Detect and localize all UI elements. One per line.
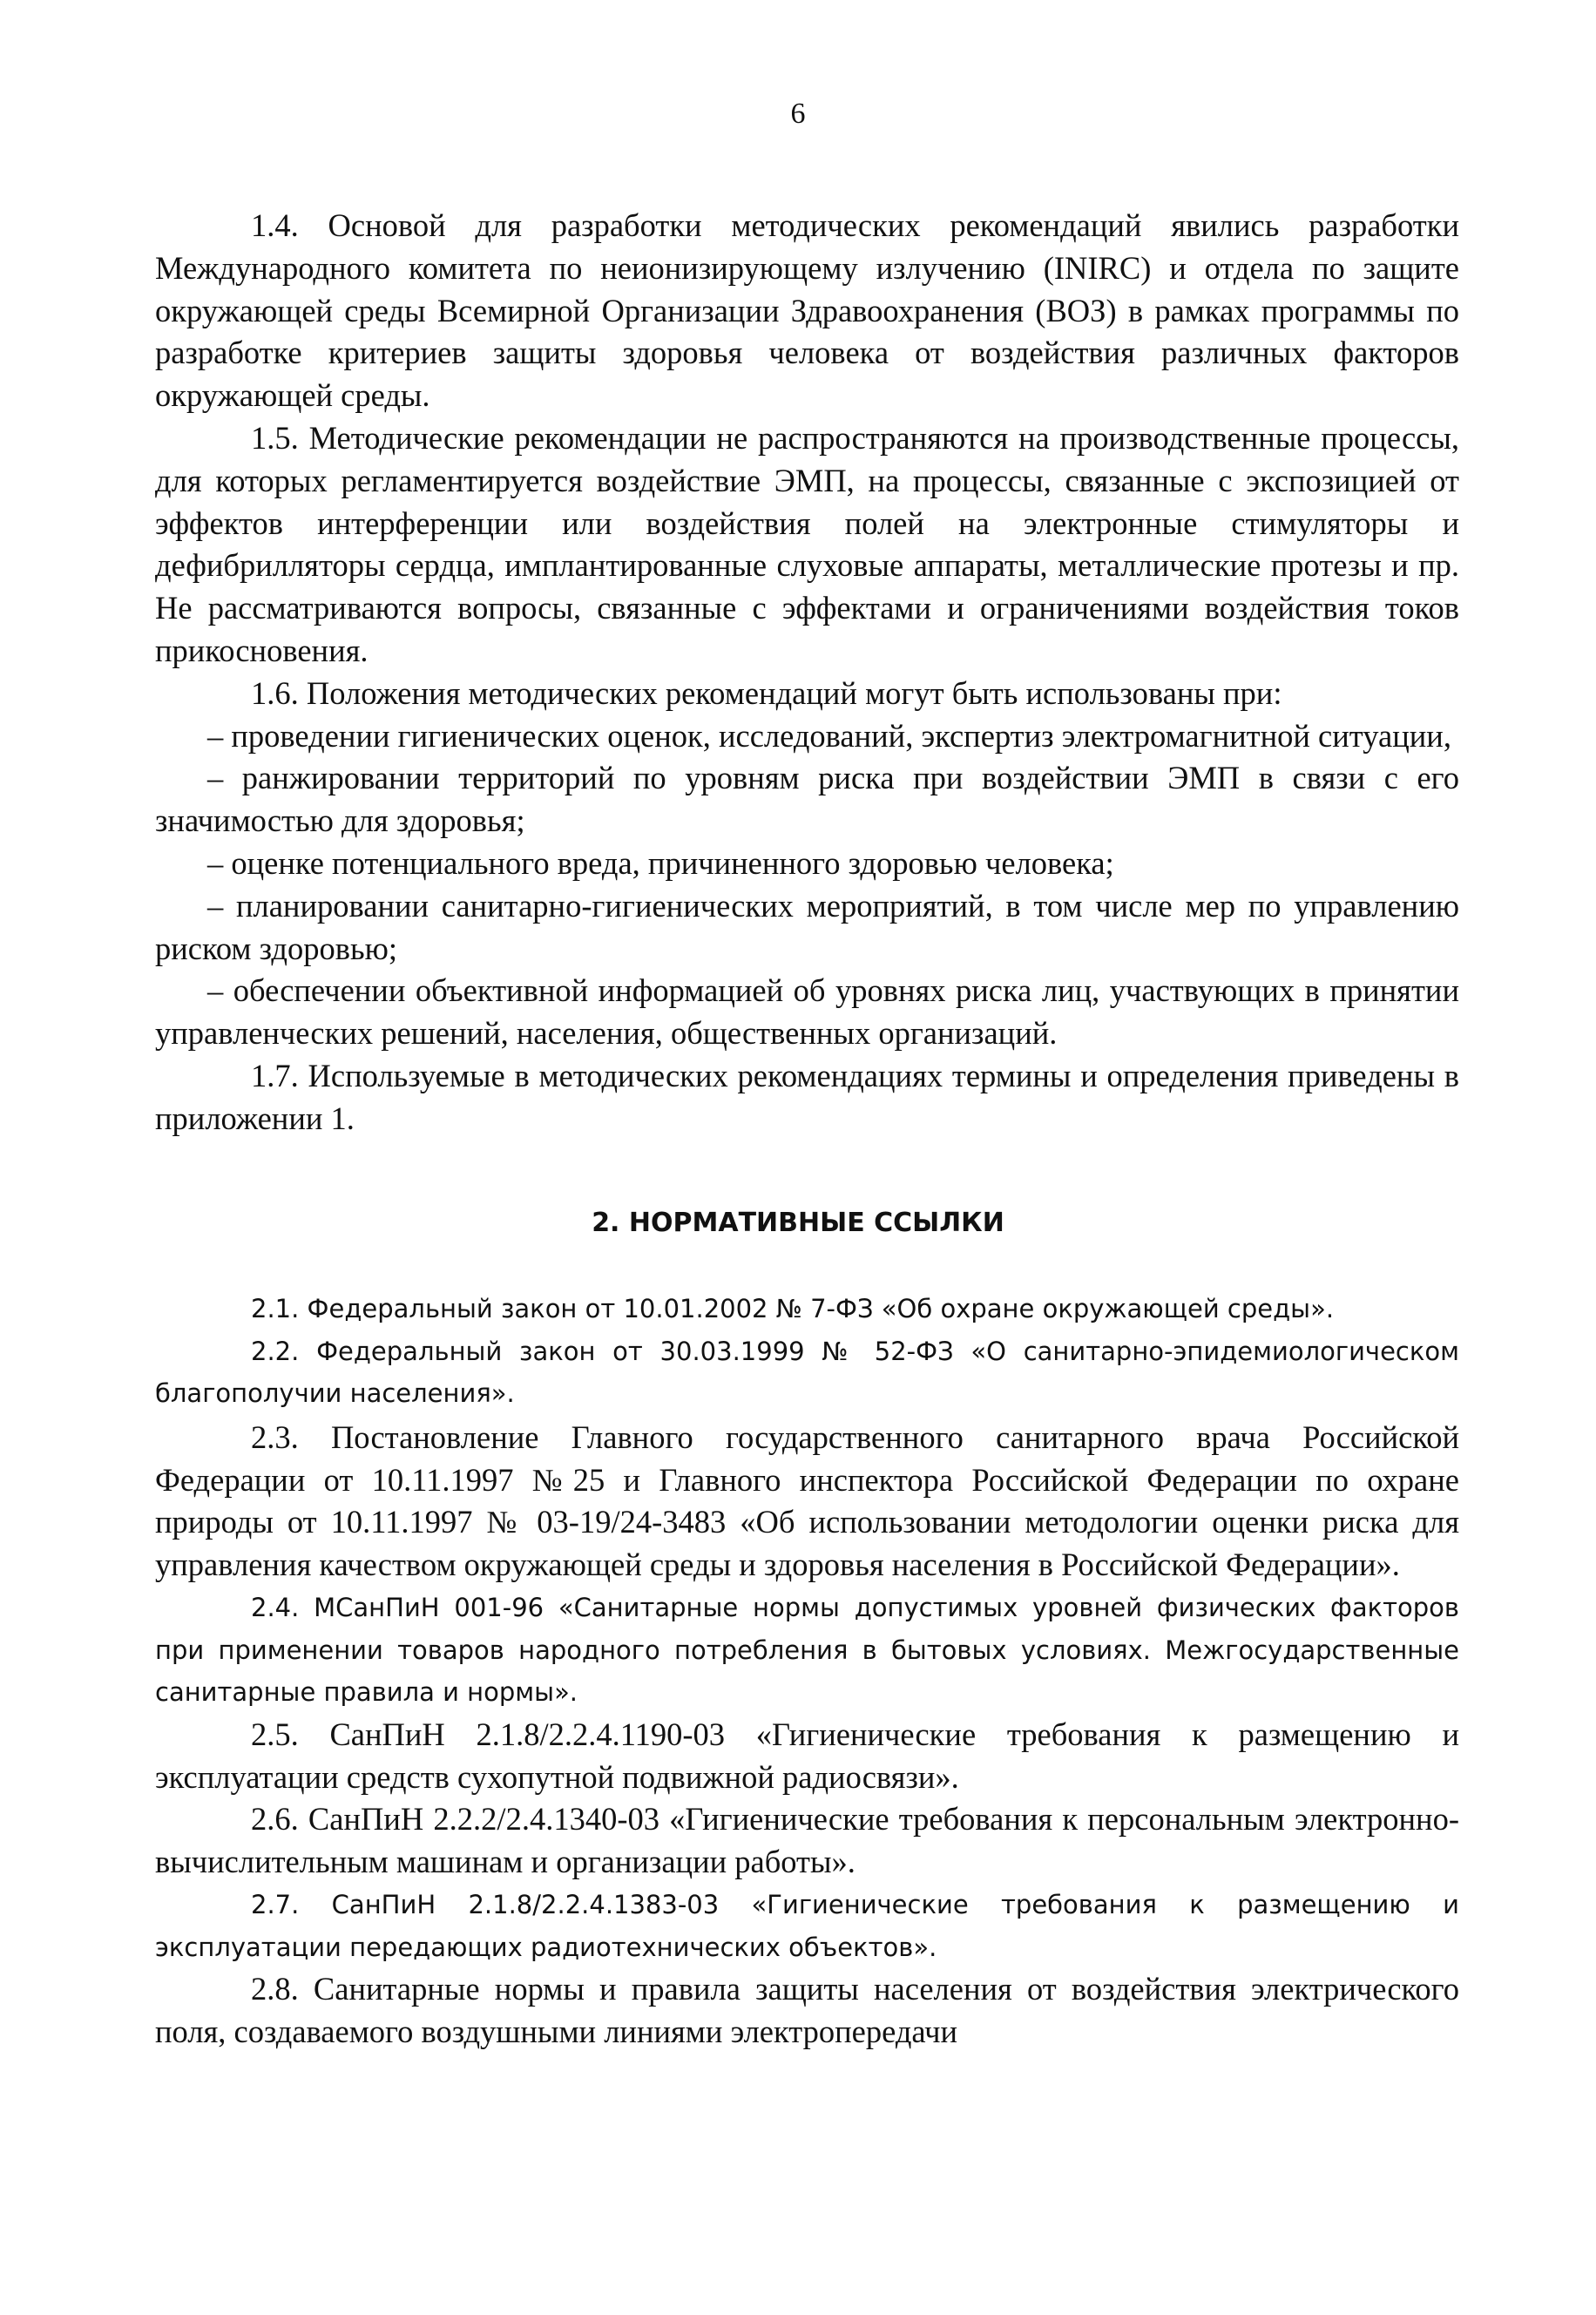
paragraph-1-5: 1.5. Методические рекомендации не распространяются на производственные процессы, для которых регламентируется воздействие ЭМП, на процессы, связанные с экспозицией от эффектов интерференции или воздействия полей на электронные стимуляторы и дефибрилляторы сердца, имплантированные слуховые аппараты, металлические протезы и пр. Не рассматриваются вопросы, связанные с эффектами и ограничениями воздействия токов прикосновения. bbox=[155, 419, 1459, 668]
reference-2-4: 2.4. МСанПиН 001-96 «Санитарные нормы допустимых уровней физических факторов при применении товаров народного потребления в бытовых условиях. Межгосударственные санитарные правила и нормы». bbox=[155, 1592, 1459, 1708]
section-2-heading: 2. НОРМАТИВНЫЕ ССЫЛКИ bbox=[592, 1208, 1004, 1238]
reference-2-1: 2.1. Федеральный закон от 10.01.2002 № 7-ФЗ «Об охране окружающей среды». bbox=[251, 1294, 1335, 1323]
reference-2-7: 2.7. СанПиН 2.1.8/2.2.4.1383-03 «Гигиенические требования к размещению и эксплуатации передающих радиотехнических объектов». bbox=[155, 1889, 1459, 1962]
list-item: – проведении гигиенических оценок, исследований, экспертиз электромагнитной ситуации, bbox=[207, 717, 1451, 754]
list-item: – оценке потенциального вреда, причиненного здоровью человека; bbox=[207, 844, 1114, 881]
reference-2-5: 2.5. СанПиН 2.1.8/2.2.4.1190-03 «Гигиенические требования к размещению и эксплуатации средств сухопутной подвижной радиосвязи». bbox=[155, 1716, 1459, 1795]
list-item: – ранжировании территорий по уровням риска при воздействии ЭМП в связи с его значимостью для здоровья; bbox=[155, 760, 1459, 839]
section-1-body bbox=[155, 205, 1459, 1141]
reference-2-6: 2.6. СанПиН 2.2.2/2.4.1340-03 «Гигиенические требования к персональным электронно-вычислительным машинам и организации работы». bbox=[155, 1801, 1459, 1880]
reference-2-3: 2.3. Постановление Главного государственного санитарного врача Российской Федерации от 10.11.1997 №25 и Главного инспектора Российской Федерации по охране природы от 10.11.1997 № 03-19/24-3483 «Об использовании методологии оценки риска для управления качеством окружающей среды и здоровья населения в Российской Федерации». bbox=[155, 1418, 1459, 1583]
paragraph-1-6: 1.6. Положения методических рекомендаций могут быть использованы при: bbox=[251, 674, 1282, 711]
paragraph-1-7: 1.7. Используемые в методических рекомендациях термины и определения приведены в приложении 1. bbox=[155, 1057, 1459, 1136]
list-item: – планировании санитарно-гигиенических мероприятий, в том числе мер по управлению риском здоровью; bbox=[155, 887, 1459, 966]
list-item: – обеспечении объективной информацией об уровнях риска лиц, участвующих в принятии управленческих решений, населения, общественных организаций. bbox=[155, 972, 1459, 1052]
reference-2-2: 2.2. Федеральный закон от 30.03.1999 № 52-ФЗ «О санитарно-эпидемиологическом благополучии населения». bbox=[155, 1336, 1459, 1409]
reference-2-8: 2.8. Санитарные нормы и правила защиты населения от воздействия электрического поля, создаваемого воздушными линиями электропередачи bbox=[155, 1971, 1459, 2049]
section-2-body bbox=[155, 1288, 1459, 2054]
paragraph-1-4: 1.4. Основой для разработки методических рекомендаций явились разработки Международного комитета по неионизирующему излучению (INIRC) и отдела по защите окружающей среды Всемирной Организации Здравоохранения (ВОЗ) в рамках программы по разработке критериев защиты здоровья человека от воздействия различных факторов окружающей среды. bbox=[155, 207, 1459, 414]
page-number: 6 bbox=[790, 98, 806, 130]
